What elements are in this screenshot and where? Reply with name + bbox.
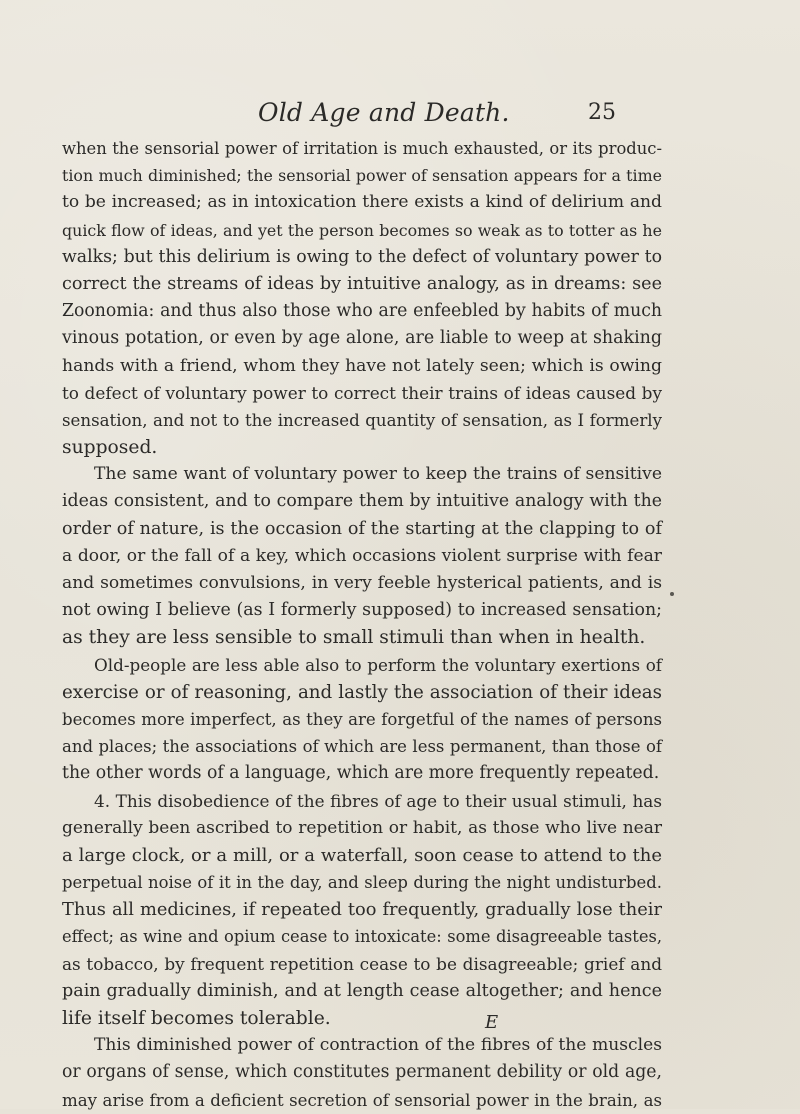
paragraph-start: Old-people are less able also to perform the voluntary exertions of — [94, 654, 662, 675]
text-line: sensation, and not to the increased quantity of sensation, as I formerly — [62, 410, 662, 430]
text-line: or organs of sense, which constitutes permanent debility or old age, — [62, 1062, 662, 1083]
margin-dot — [670, 592, 674, 596]
text-line: vinous potation, or even by age alone, are liable to weep at shaking — [62, 328, 662, 349]
text-line: effect; as wine and opium cease to intoxicate: some disagreeable tastes, — [62, 927, 662, 947]
paragraph-start: The same want of voluntary power to keep the trains of sensitive — [94, 464, 662, 485]
text-line: and sometimes convulsions, in very feeble hysterical patients, and is — [62, 573, 662, 593]
text-line: order of nature, is the occasion of the starting at the clapping to of — [62, 518, 662, 539]
text-line: exercise or of reasoning, and lastly the association of their ideas — [62, 681, 662, 703]
text-line: when the sensorial power of irritation is much exhausted, or its produc- — [62, 139, 662, 158]
text-line: and places; the associations of which are less permanent, than those of — [62, 737, 662, 757]
text-line: the other words of a language, which are more frequently repeated. — [62, 763, 660, 784]
text-line: life itself becomes tolerable. — [62, 1008, 331, 1029]
text-line: hands with a friend, whom they have not lately seen; which is owing — [62, 355, 662, 376]
body-text — [62, 135, 662, 1114]
page-number: 25 — [588, 100, 616, 125]
text-line: generally been ascribed to repetition or habit, as those who live near — [62, 817, 662, 838]
text-line: perpetual noise of it in the day, and sleep during the night undisturbed. — [62, 873, 662, 893]
text-line: a door, or the fall of a key, which occasions violent surprise with fear — [62, 545, 662, 566]
text-line: not owing I believe (as I formerly supposed) to increased sensation; — [62, 600, 662, 621]
text-line: walks; but this delirium is owing to the defect of voluntary power to — [62, 246, 662, 267]
text-line: may arise from a deficient secretion of sensorial power in the brain, as — [62, 1090, 662, 1110]
text-line: pain gradually diminish, and at length cease altogether; and hence — [62, 980, 662, 1001]
text-line: tion much diminished; the sensorial power of sensation appears for a time — [62, 166, 662, 186]
text-line: to be increased; as in intoxication there exists a kind of delirium and — [62, 192, 662, 213]
paragraph-start: This diminished power of contraction of the fibres of the muscles — [94, 1035, 662, 1056]
signature-mark: E — [485, 1012, 499, 1033]
running-title: Old Age and Death. — [258, 98, 510, 127]
text-line: as tobacco, by frequent repetition cease to be disagreeable; grief and — [62, 953, 662, 974]
text-line: to defect of voluntary power to correct their trains of ideas caused by — [62, 382, 662, 403]
text-line: a large clock, or a mill, or a waterfall, soon cease to attend to the — [62, 844, 662, 866]
text-line: becomes more imperfect, as they are forgetful of the names of persons — [62, 709, 662, 729]
paragraph-start: 4. This disobedience of the fibres of age to their usual stimuli, has — [94, 790, 662, 811]
page-header — [0, 98, 800, 138]
text-line: Thus all medicines, if repeated too frequently, gradually lose their — [62, 899, 662, 921]
text-line: correct the streams of ideas by intuitive analogy, as in dreams: see — [62, 273, 662, 294]
text-line: quick flow of ideas, and yet the person becomes so weak as to totter as he — [62, 220, 662, 240]
text-line: supposed. — [62, 437, 158, 459]
text-line: Zoonomia: and thus also those who are enfeebled by habits of much — [62, 301, 662, 322]
text-line: as they are less sensible to small stimuli than when in health. — [62, 627, 646, 649]
text-line: ideas consistent, and to compare them by intuitive analogy with the — [62, 491, 662, 512]
